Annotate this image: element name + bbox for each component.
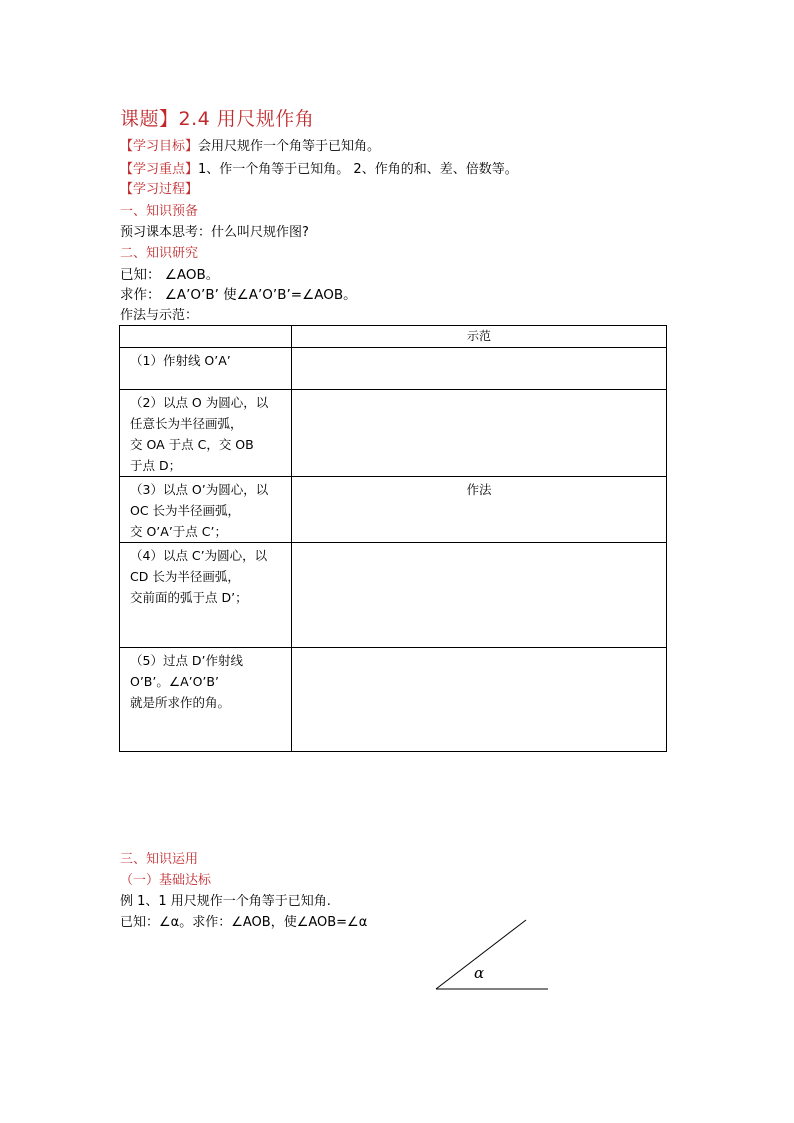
table-row [120, 390, 667, 477]
focus-label: 【学习重点】 [120, 162, 199, 177]
example-1: 例 1、1 用尺规作一个角等于已知角. [120, 894, 331, 909]
table-row [120, 543, 667, 648]
known-statement: 已知： ∠AOB。 [120, 267, 220, 283]
given-angle-figure [430, 914, 554, 994]
goal-label: 【学习目标】 [120, 139, 199, 154]
example-given: 已知：∠α。求作：∠AOB，使∠AOB=∠α [120, 915, 368, 930]
step-2-demo [292, 390, 667, 477]
step-3-demo: 作法 [292, 477, 667, 543]
table-row [120, 348, 667, 390]
step-5-demo [292, 648, 667, 752]
header-demo: 示范 [292, 326, 667, 348]
table-header-row [120, 326, 667, 348]
page-title: 课题】2.4 用尺规作角 [120, 108, 315, 130]
method-caption: 作法与示范： [120, 308, 199, 323]
table-row [120, 477, 667, 543]
table-row [120, 648, 667, 752]
step-2: （2）以点 O 为圆心，以 任意长为半径画弧， 交 OA 于点 C，交 OB 于点 D； [120, 390, 292, 477]
learning-goal [120, 138, 380, 156]
section3-heading: 三、知识运用 [120, 852, 199, 867]
construction-table [119, 325, 667, 752]
construct-statement: 求作： ∠A’O’B’ 使∠A’O’B’=∠AOB。 [120, 287, 357, 303]
focus-text: 1、作一个角等于已知角。 2、作角的和、差、倍数等。 [198, 162, 518, 177]
process-label: 【学习过程】 [120, 182, 199, 197]
section1-text: 预习课本思考：什么叫尺规作图? [120, 225, 309, 240]
goal-text: 会用尺规作一个角等于已知角。 [198, 139, 381, 154]
section3-sub: （一）基础达标 [120, 873, 212, 888]
step-3: （3）以点 O’为圆心，以 OC 长为半径画弧， 交 O’A’于点 C’； [120, 477, 292, 543]
step-4: （4）以点 C’为圆心，以 CD 长为半径画弧， 交前面的弧于点 D’； [120, 543, 292, 648]
step-5: （5）过点 D’作射线 O’B’。∠A’O’B’ 就是所求作的角。 [120, 648, 292, 752]
step-1: （1）作射线 O’A’ [120, 348, 292, 390]
header-left [120, 326, 292, 348]
learning-focus [120, 161, 518, 179]
step-4-demo [292, 543, 667, 648]
step-1-demo [292, 348, 667, 390]
section1-heading: 一、知识预备 [120, 204, 199, 219]
angle-alpha-label: α [474, 964, 485, 982]
section2-heading: 二、知识研究 [120, 246, 199, 261]
